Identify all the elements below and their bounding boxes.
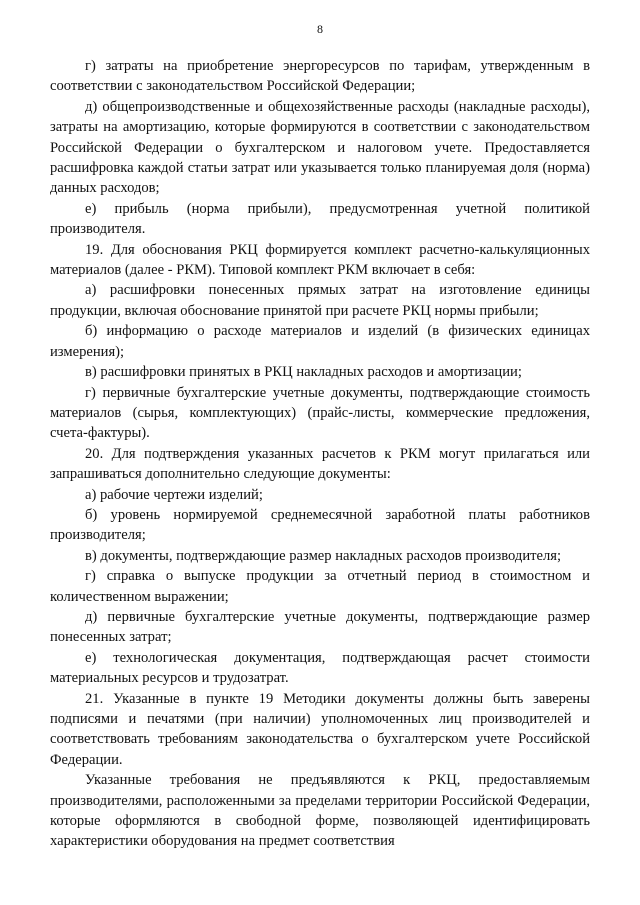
paragraph-20-d: д) первичные бухгалтерские учетные документы, подтверждающие размер понесенных затрат;	[50, 608, 590, 646]
paragraph-20-g: г) справка о выпуске продукции за отчетный период в стоимостном и количественном выражении;	[50, 568, 590, 605]
paragraph-section-20: 20. Для подтверждения указанных расчетов к РКМ могут прилагаться или запрашиваться дополнительно следующие документы:	[50, 445, 590, 483]
paragraph-19-v: в) расшифровки принятых в РКЦ накладных расходов и амортизации;	[85, 364, 522, 381]
document-body	[50, 56, 590, 852]
paragraph-section-19: 19. Для обоснования РКЦ формируется комплект расчетно-калькуляционных материалов (далее - РКМ). Типовой комплект РКМ включает в себя:	[50, 241, 590, 279]
paragraph-19-a: а) расшифровки понесенных прямых затрат на изготовление единицы продукции, включая обоснование принятой при расчете РКЦ нормы прибыли;	[50, 282, 590, 319]
paragraph-expense-energy: г) затраты на приобретение энергоресурсов по тарифам, утвержденным в соответствии с законодательством Российской Федерации;	[50, 58, 590, 95]
paragraph-20-a: а) рабочие чертежи изделий;	[85, 486, 263, 503]
paragraph-section-21: 21. Указанные в пункте 19 Методики документы должны быть заверены подписями и печатями (при наличии) уполномоченных лиц производителей и соответствовать требованиям законодательства о бухгалтерском учете Российской Федерации.	[50, 690, 590, 768]
paragraph-19-g: г) первичные бухгалтерские учетные документы, подтверждающие стоимость материалов (сырья, комплектующих) (прайс-листы, коммерческие предложения, счета-фактуры).	[50, 384, 590, 442]
paragraph-20-b: б) уровень нормируемой среднемесячной заработной платы работников производителя;	[50, 506, 590, 544]
paragraph-expense-overhead: д) общепроизводственные и общехозяйственные расходы (накладные расходы), затраты на амортизацию, которые формируются в соответствии с законодательством Российской Федерации о бухгалтерском и налоговом учете. Предоставляется расшифровка каждой статьи затрат или указывается только планируемая доля (норма) данных расходов;	[50, 98, 590, 197]
page-number: 8	[317, 22, 323, 36]
paragraph-20-v: в) документы, подтверждающие размер накладных расходов производителя;	[85, 547, 562, 564]
paragraph-expense-profit: е) прибыль (норма прибыли), предусмотренная учетной политикой производителя.	[50, 200, 590, 238]
paragraph-19-b: б) информацию о расходе материалов и изделий (в физических единицах измерения);	[50, 323, 590, 360]
paragraph-foreign-requirements: Указанные требования не предъявляются к РКЦ, предоставляемым производителями, расположенными за пределами территории Российской Федерации, которые оформляются в свободной форме, позволяющей идентифицировать характеристики оборудования на предмет соответствия	[50, 772, 590, 850]
paragraph-20-e: е) технологическая документация, подтверждающая расчет стоимости материальных ресурсов и трудозатрат.	[50, 649, 590, 687]
